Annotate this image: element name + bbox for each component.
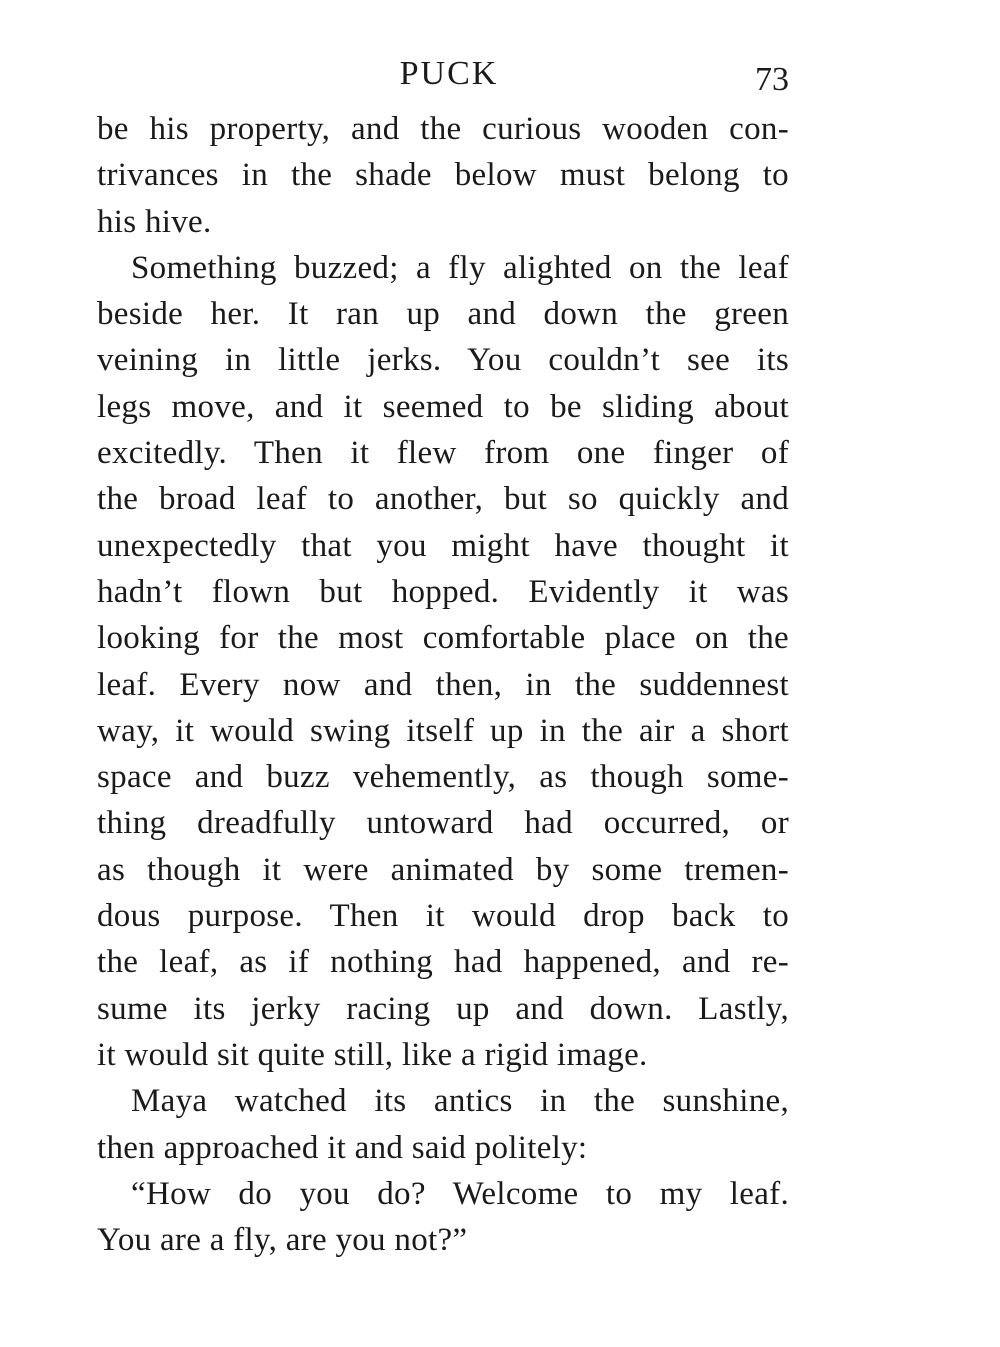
text-line: Something buzzed; a fly alighted on the leaf [131,249,789,286]
text-line: way, it would swing itself up in the air a short [97,712,789,749]
text-line: excitedly. Then it flew from one finger of [97,435,789,472]
running-head [97,52,789,96]
text-line: space and buzz vehemently, as though some- [97,759,789,796]
text-line: unexpectedly that you might have thought it [97,527,789,564]
text-line: leaf. Every now and then, in the suddennest [97,666,789,703]
text-line: legs move, and it seemed to be sliding about [97,388,789,425]
text-line: his hive. [97,203,212,240]
text-line: sume its jerky racing up and down. Lastly, [97,990,789,1027]
text-line: veining in little jerks. You couldn’t see its [97,342,789,379]
text-line: thing dreadfully untoward had occurred, or [97,805,789,842]
text-line: “How do you do? Welcome to my leaf. [131,1175,789,1212]
body-text [97,106,789,1263]
text-line: then approached it and said politely: [97,1129,588,1166]
text-line: the leaf, as if nothing had happened, and re- [97,944,789,981]
text-line: You are a fly, are you not?” [97,1222,468,1259]
text-line: dous purpose. Then it would drop back to [97,898,789,935]
text-line: be his property, and the curious wooden con- [97,111,789,147]
text-line: looking for the most comfortable place on the [97,620,789,657]
text-line: beside her. It ran up and down the green [97,296,789,333]
text-line: trivances in the shade below must belong to [97,157,789,194]
text-line: Maya watched its antics in the sunshine, [131,1083,789,1120]
text-line: hadn’t flown but hopped. Evidently it was [97,573,789,610]
text-line: as though it were animated by some tremen- [97,851,789,888]
text-line: it would sit quite still, like a rigid image. [97,1036,648,1073]
page-number: 73 [755,61,789,98]
running-title: PUCK [399,55,499,92]
text-line: the broad leaf to another, but so quickly and [97,481,789,518]
